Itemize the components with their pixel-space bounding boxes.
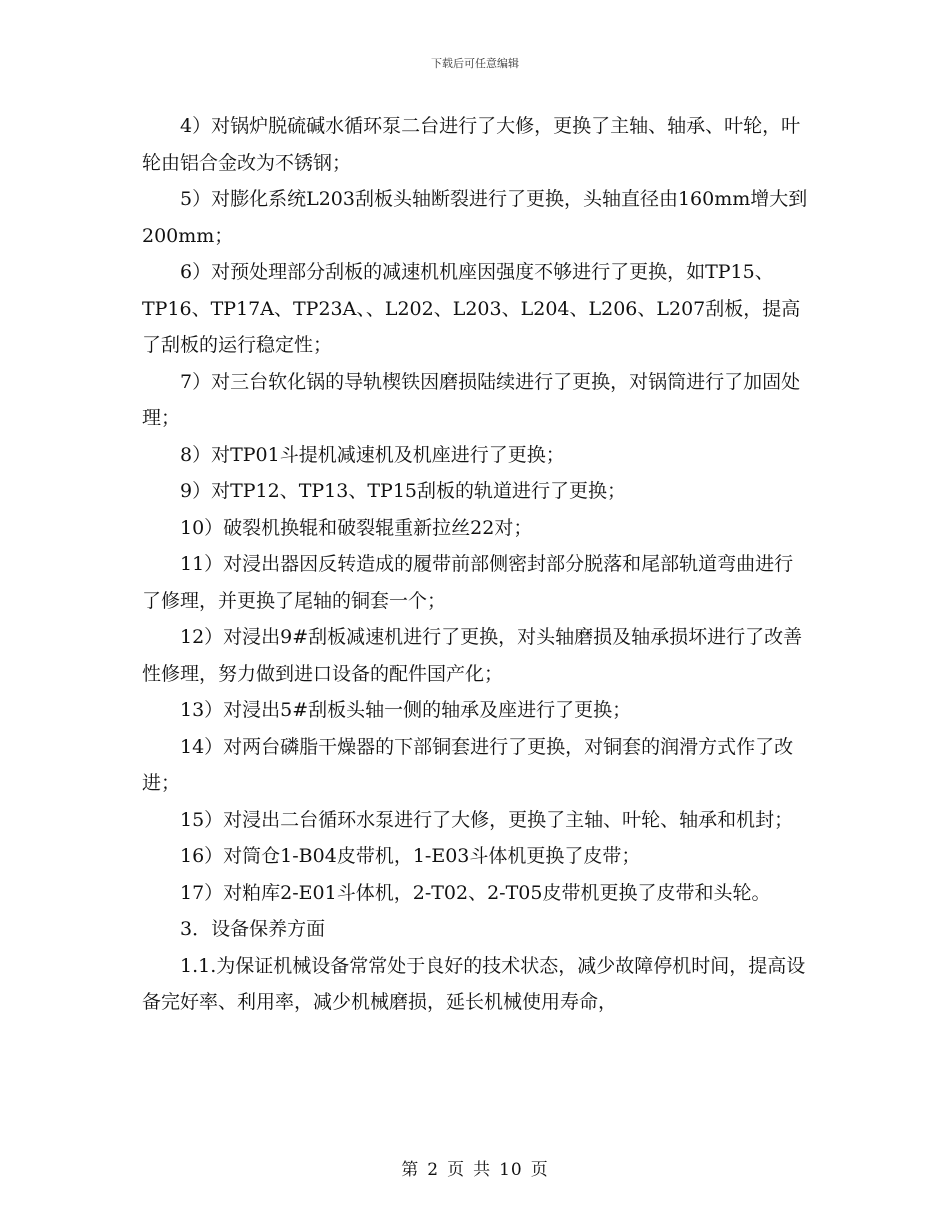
paragraph-item-15: 15）对浸出二台循环水泵进行了大修，更换了主轴、叶轮、轴承和机封； bbox=[180, 808, 794, 831]
page-footer bbox=[0, 1155, 950, 1180]
paragraph-item-13: 13）对浸出5#刮板头轴一侧的轴承及座进行了更换； bbox=[180, 699, 632, 721]
paragraph-item-10: 10）破裂机换辊和破裂辊重新拉丝22对； bbox=[180, 516, 533, 539]
paragraph-item-9: 9）对TP12、TP13、TP15刮板的轨道进行了更换； bbox=[180, 480, 626, 502]
paragraph-item-14: 14）对两台磷脂干燥器的下部铜套进行了更换，对铜套的润滑方式作了改进； bbox=[142, 735, 794, 794]
footer-gong: 共 bbox=[473, 1160, 492, 1180]
footer-total-pages: 10 bbox=[499, 1160, 523, 1180]
paragraph-item-11: 11）对浸出器因反转造成的履带前部侧密封部分脱落和尾部轨道弯曲进行了修理，并更换了尾轴的铜套一个； bbox=[142, 553, 794, 612]
paragraph-item-7: 7）对三台软化锅的导轨楔铁因磨损陆续进行了更换，对锅筒进行了加固处理； bbox=[142, 370, 801, 429]
paragraph-item-1-1: 1.1.为保证机械设备常常处于良好的技术状态，减少故障停机时间，提高设备完好率、利用率，减少机械磨损，延长机械使用寿命， bbox=[142, 954, 806, 1013]
footer-ye-end: 页 bbox=[530, 1160, 549, 1180]
paragraph-item-8: 8）对TP01斗提机减速机及机座进行了更换； bbox=[180, 443, 565, 466]
paragraph-item-5: 5）对膨化系统L203刮板头轴断裂进行了更换，头轴直径由160mm增大到200mm； bbox=[142, 188, 808, 247]
paragraph-item-12: 12）对浸出9#刮板减速机进行了更换，对头轴磨损及轴承损坏进行了改善性修理，努力做到进口设备的配件国产化； bbox=[142, 626, 803, 685]
footer-page-number: 2 bbox=[427, 1160, 440, 1180]
section-heading-maintenance: 3．设备保养方面 bbox=[180, 918, 326, 940]
page-header: 下载后可任意编辑 bbox=[431, 57, 519, 70]
footer-di: 第 bbox=[401, 1160, 420, 1180]
footer-ye: 页 bbox=[447, 1160, 466, 1180]
paragraph-item-16: 16）对筒仓1-B04皮带机，1-E03斗体机更换了皮带； bbox=[180, 845, 641, 867]
paragraph-item-6: 6）对预处理部分刮板的减速机机座因强度不够进行了更换，如TP15、TP16、TP17A、TP23A、、L202、L203、L204、L206、L207刮板，提高了刮板的运行稳定性； bbox=[142, 261, 801, 356]
paragraph-item-4: 4）对锅炉脱硫碱水循环泵二台进行了大修，更换了主轴、轴承、叶轮，叶轮由铝合金改为不锈钢； bbox=[142, 115, 801, 174]
paragraph-item-17: 17）对粕库2-E01斗体机，2-T02、2-T05皮带机更换了皮带和头轮。 bbox=[180, 881, 771, 904]
document-body bbox=[142, 108, 810, 1021]
